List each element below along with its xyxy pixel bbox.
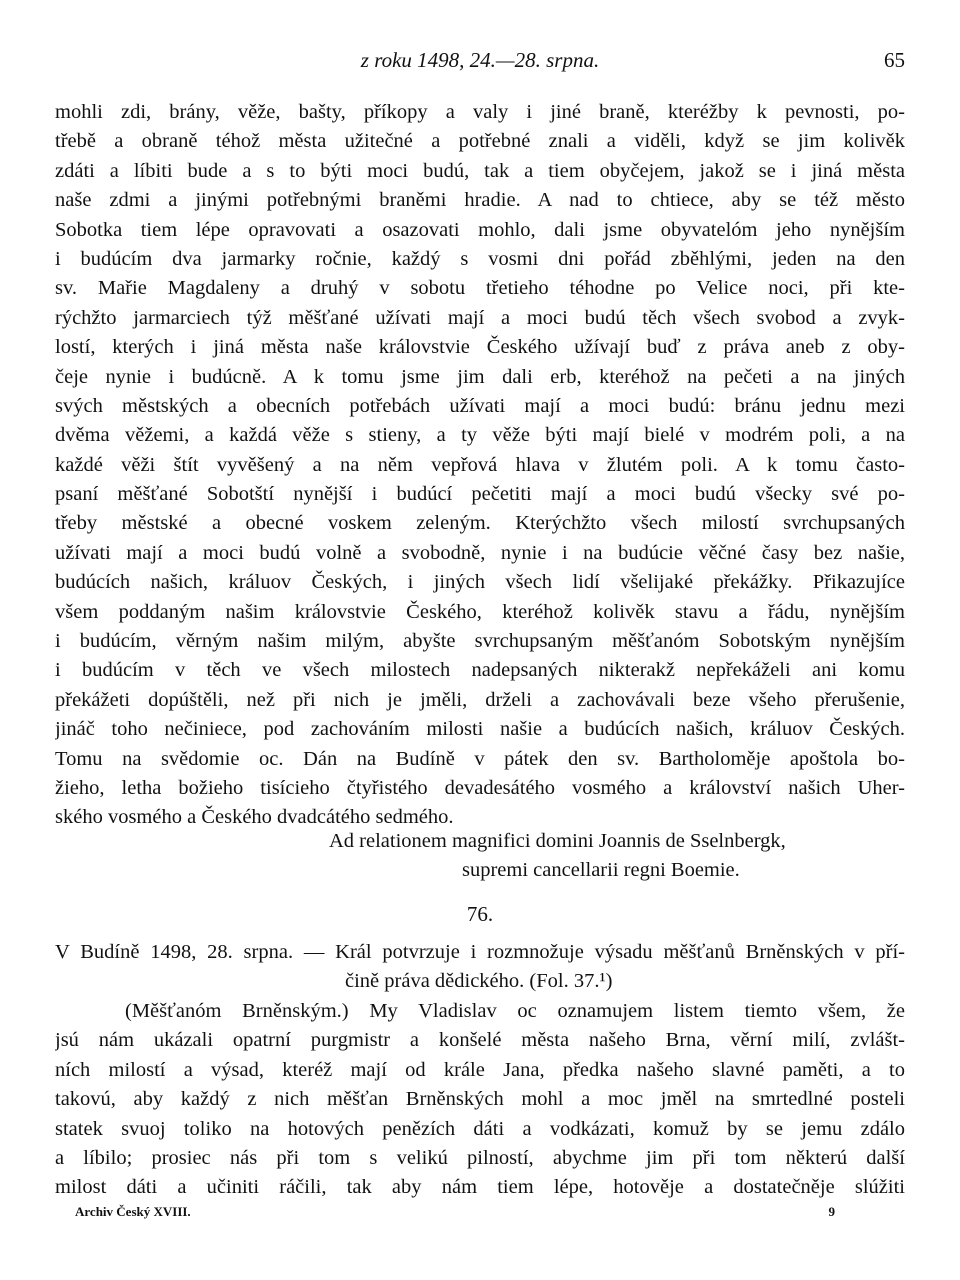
text-line: statek svuoj toliko na hotových penězích dáti a vodkázati, komuž by se jemu zdálo [55,1117,905,1140]
signature-line-1: Ad relationem magnifici domini Joannis de Sselnbergk, [329,830,786,852]
text-line: i budúcím v těch ve všech milostech nadepsaných nikterakž nepřekáželi ani komu [55,659,905,682]
text-line: všem poddaným našim královstvie Českého, kteréhož kolivěk stavu a řádu, nynějším [55,600,905,623]
text-line: i budúcím dva jarmarky ročnie, každý s vosmi dni pořád zběhlými, jeden na den [55,247,905,270]
text-line: a líbilo; prosiec nás při tom s velikú pilností, abychme jim při tom některú další [55,1146,905,1169]
text-line: milost dáti a učiniti ráčili, tak aby nám tiem lépe, hotověje a dostatečněje slúžiti [55,1176,905,1199]
document-number: 76. [466,902,494,926]
paragraph-second [55,997,905,1203]
page-number: 65 [884,48,905,72]
regest-line: V Budíně 1498, 28. srpna. — Král potvrzuje i rozmnožuje výsadu měšťanů Brněnských v pří- [55,941,905,963]
text-line: čeje nynie i budúcně. A k tomu jsme jim dali erb, kteréhož na pečeti a na jiných [55,365,905,388]
text-line: ského vosmého a Českého dvadcátého sedmého. [55,806,454,829]
footer-signature-mark: Archiv Český XVIII. [75,1204,191,1219]
text-line: mohli zdi, brány, věže, bašty, příkopy a valy i jiné braně, kteréžby k pevnosti, po- [55,101,905,123]
text-line: ních milostí a výsad, kteréž mají od krále Jana, předka našeho slavné paměti, a to [55,1058,905,1081]
text-line: sv. Mařie Magdaleny a druhý v sobotu třetieho téhodne po Velice noci, při kte- [55,277,905,300]
text-line: každé věži štít vyvěšený a na něm vepřová hlava v žlutém poli. A k tomu často- [55,453,905,476]
regest-line: čině práva dědického. (Fol. 37.¹) [345,970,613,993]
text-line: třeby městské a obecné voskem zeleným. Kterýchžto všech milostí svrchupsaných [55,512,905,535]
signature-line-2: supremi cancellarii regni Boemie. [462,859,740,881]
text-line: třebě a obraně téhož města užitečné a potřebné znali a viděli, když se jim kolivěk [55,130,905,153]
page-footer [75,1204,835,1226]
text-line: psaní měšťané Sobotští nynější i budúcí pečetiti mají a moci budú všecky své po- [55,483,905,506]
text-line: (Měšťanóm Brněnským.) My Vladislav oc oznamujem listem tiemto všem, že [125,1000,905,1022]
running-head: z roku 1498, 24.—28. srpna. [360,48,600,72]
text-line: Tomu na svědomie oc. Dán na Budíně v pátek den sv. Bartholoměje apoštola bo- [55,747,905,770]
text-line: i budúcím, věrným našim milým, abyšte svrchupsaným měšťanóm Sobotským nynějším [55,630,905,653]
text-line: jináč toho nečiniece, pod zachováním milosti našie a budúcích našich, králuov Českých. [55,718,905,741]
text-line: užívati mají a moci budú volně a svobodně, nynie i na budúcie věčné časy bez našie, [55,541,905,564]
text-line: překážeti dopúštěli, než při nich je jměli, drželi a zachovávali beze všeho přerušenie, [55,688,905,711]
text-line: budúcích našich, králuov Českých, i jiných všech lidí všelijaké překážky. Přikazujíce [55,571,905,594]
text-line: Sobotka tiem lépe opravovati a osazovati mohlo, dali jsme obyvatelóm jeho nynějším [55,218,905,241]
text-line: zdáti a líbiti bude a s to býti moci budú, tak a tiem obyčejem, jakož se i jiná města [55,159,905,182]
text-line: takovú, aby každý z nich měšťan Brněnských mohl a moc jměl na smrtedlné posteli [55,1088,905,1111]
text-line: naše zdmi a jinými potřebnými braněmi hradie. A nad to chtiece, aby se též město [55,189,905,212]
page-header [55,48,905,76]
text-line: lostí, kterých i jiná města naše královstvie Českého užívají buď z práva aneb z oby- [55,336,905,359]
regest [55,938,905,997]
text-line: jsú nám ukázali opatrní purgmistr a konšelé města našeho Brna, věrní milí, zvlášt- [55,1029,905,1052]
text-line: rýchžto jarmarciech týž měšťané užívati mají a moci budú těch všech svobod a zvyk- [55,306,905,329]
footer-sheet-number: 9 [828,1204,835,1219]
paragraph-main [55,98,905,833]
text-line: žieho, letha božieho tisícieho čtyřistého devadesátého vosmého a království našich Uher- [55,776,905,799]
text-line: svých městských a obecních potřebách užívati mají a moci budú: bránu jednu mezi [55,394,905,417]
text-line: dvěma věžemi, a každá věže s stieny, a ty věže býti mají bielé v modrém poli, a na [55,424,905,447]
